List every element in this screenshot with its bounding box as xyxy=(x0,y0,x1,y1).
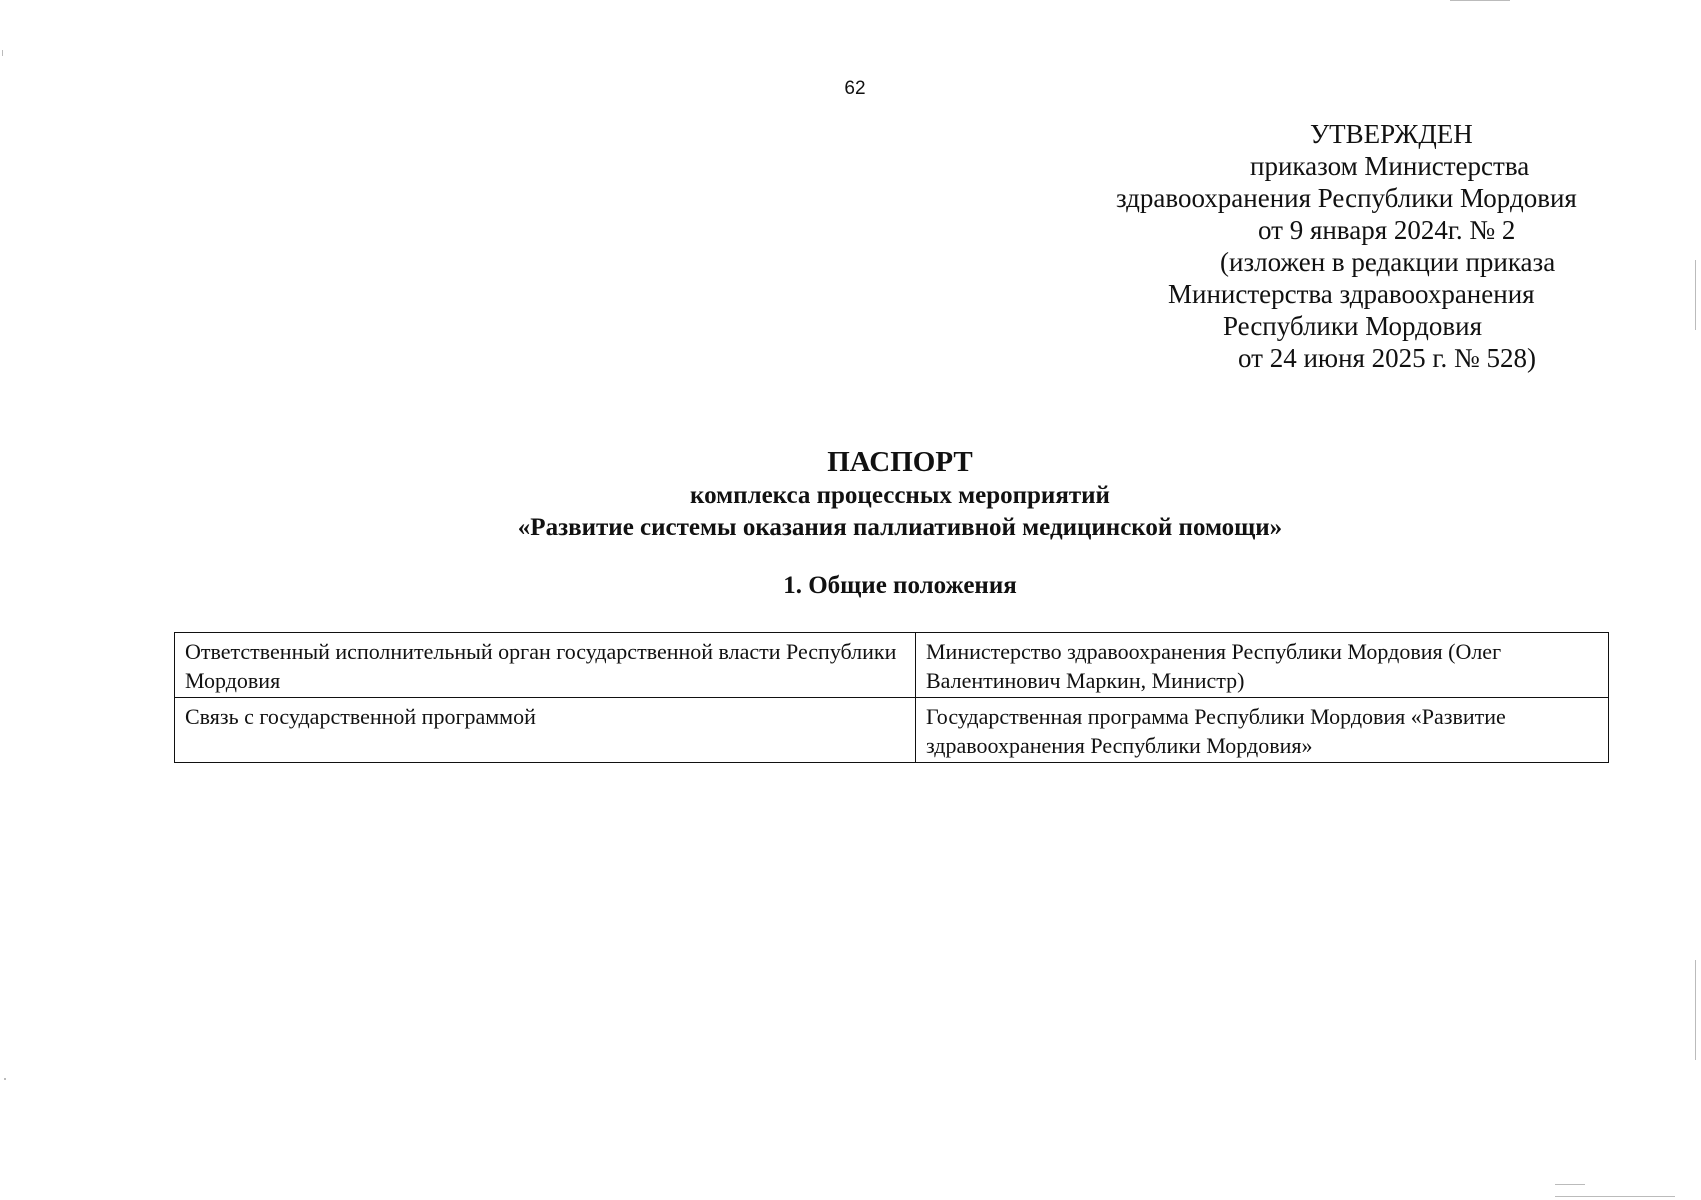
page-number: 62 xyxy=(844,78,866,99)
table-label-cell: Ответственный исполнительный орган государственной власти Республики Мордовия xyxy=(175,633,916,698)
approval-stamp xyxy=(1060,118,1620,374)
approval-line: приказом Министерства xyxy=(1250,151,1530,181)
approval-line: (изложен в редакции приказа xyxy=(1220,247,1556,277)
table-row xyxy=(175,633,1609,698)
table-row xyxy=(175,698,1609,763)
title-complex: комплекса процессных мероприятий xyxy=(690,482,1110,509)
scan-artifact xyxy=(4,1078,6,1080)
scan-artifact xyxy=(2,50,3,56)
section-heading: 1. Общие положения xyxy=(783,572,1017,599)
title-passport: ПАСПОРТ xyxy=(827,446,973,478)
table-value-cell: Министерство здравоохранения Республики Мордовия (Олег Валентинович Маркин, Министр) xyxy=(916,633,1609,698)
scan-artifact xyxy=(1555,1196,1675,1197)
table-value-cell: Государственная программа Республики Мордовия «Развитие здравоохранения Республики Мордовия» xyxy=(916,698,1609,763)
scan-artifact xyxy=(1450,0,1510,1)
approval-line: Министерства здравоохранения xyxy=(1168,279,1535,309)
approval-line: от 9 января 2024г. № 2 xyxy=(1258,215,1516,245)
title-program-name: «Развитие системы оказания паллиативной медицинской помощи» xyxy=(517,514,1283,541)
approval-line: от 24 июня 2025 г. № 528) xyxy=(1238,343,1536,373)
document-title xyxy=(300,444,1500,544)
scan-artifact xyxy=(1555,1184,1585,1185)
scan-artifact xyxy=(1695,260,1696,330)
table-label-cell: Связь с государственной программой xyxy=(175,698,916,763)
general-provisions-table xyxy=(174,632,1609,763)
approval-line: УТВЕРЖДЕН xyxy=(1310,119,1473,149)
approval-line: Республики Мордовия xyxy=(1223,311,1483,341)
approval-line: здравоохранения Республики Мордовия xyxy=(1116,183,1577,213)
scan-artifact xyxy=(1695,960,1696,1060)
